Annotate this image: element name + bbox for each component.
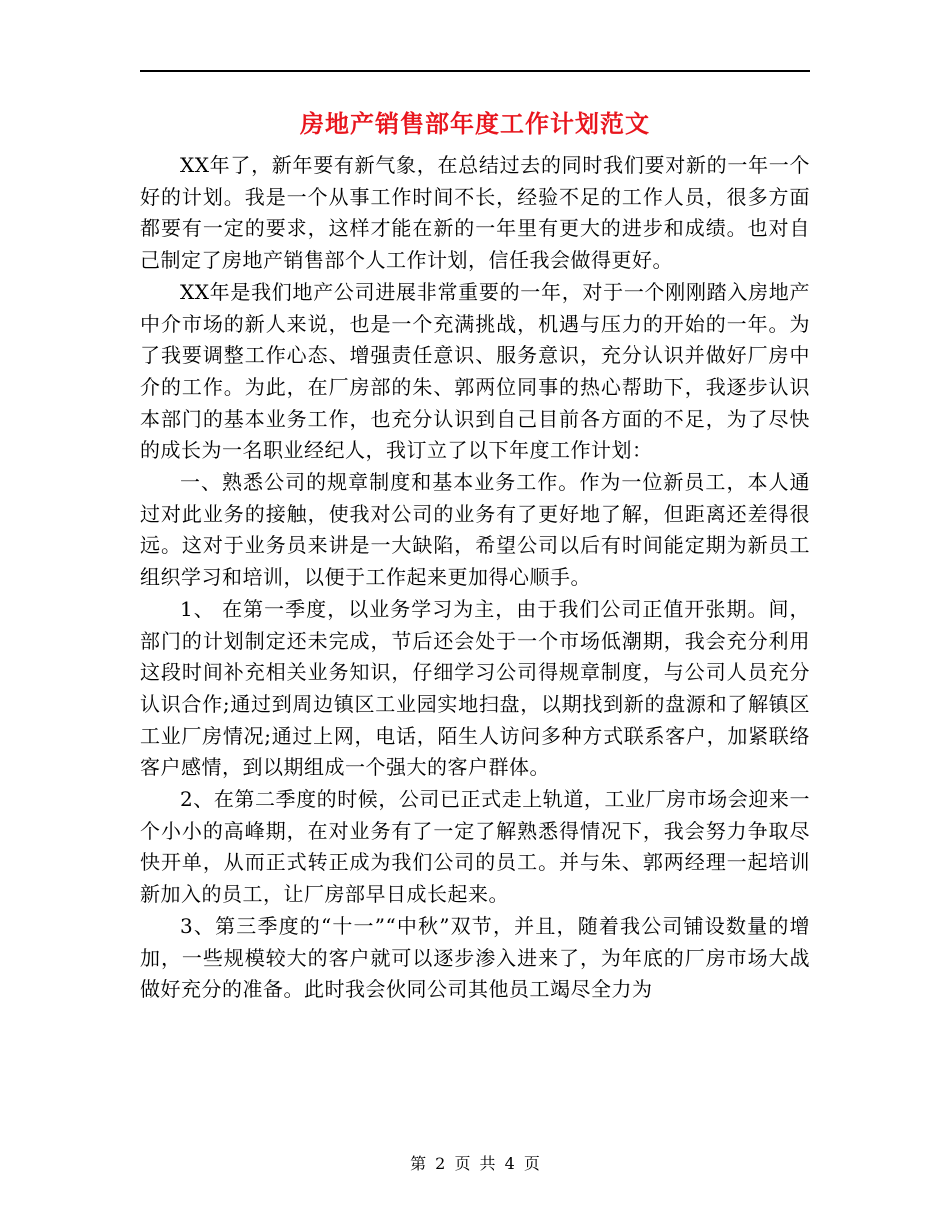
page-number: 第 2 页 共 4 页 (410, 1154, 540, 1173)
paragraph-year-overview: XX年是我们地产公司进展非常重要的一年，对于一个刚刚踏入房地产中介市场的新人来说，也是一个充满挑战，机遇与压力的开始的一年。为了我要调整工作心态、增强责任意识、服务意识，充分认识并做好厂房中介的工作。为此，在厂房部的朱、郭两位同事的热心帮助下，我逐步认识本部门的基本业务工作，也充分认识到自己目前各方面的不足，为了尽快的成长为一名职业经纪人，我订立了以下年度工作计划： (140, 279, 810, 463)
paragraph-section-one: 一、熟悉公司的规章制度和基本业务工作。作为一位新员工，本人通过对此业务的接触，使我对公司的业务有了更好地了解，但距离还差得很远。这对于业务员来讲是一大缺陷，希望公司以后有时间能定期为新员工组织学习和培训，以便于工作起来更加得心顺手。 (140, 470, 810, 590)
paragraph-q2-plan: 2、在第二季度的时候，公司已正式走上轨道，工业厂房市场会迎来一个小小的高峰期，在对业务有了一定了解熟悉得情况下，我会努力争取尽快开单，从而正式转正成为我们公司的员工。并与朱、郭两经理一起培训新加入的员工，让厂房部早日成长起来。 (140, 787, 810, 907)
document-title: 房地产销售部年度工作计划范文 (300, 109, 650, 138)
paragraph-q3-plan: 3、第三季度的“十一”“中秋”双节，并且，随着我公司铺设数量的增加，一些规模较大的客户就可以逐步渗入进来了，为年底的厂房市场大战做好充分的准备。此时我会伙同公司其他员工竭尽全力为 (140, 913, 810, 1002)
document-body (140, 150, 810, 1006)
header-rule (140, 70, 810, 72)
paragraph-intro: XX年了，新年要有新气象，在总结过去的同时我们要对新的一年一个好的计划。我是一个从事工作时间不长，经验不足的工作人员，很多方面都要有一定的要求，这样才能在新的一年里有更大的进步和成绩。也对自己制定了房地产销售部个人工作计划，信任我会做得更好。 (140, 153, 810, 273)
paragraph-q1-plan: 1、 在第一季度，以业务学习为主，由于我们公司正值开张期。间，部门的计划制定还未完成，节后还会处于一个市场低潮期，我会充分利用这段时间补充相关业务知识，仔细学习公司得规章制度，与公司人员充分认识合作;通过到周边镇区工业园实地扫盘，以期找到新的盘源和了解镇区工业厂房情况;通过上网，电话，陌生人访问多种方式联系客户，加紧联络客户感情，到以期组成一个强大的客户群体。 (140, 596, 810, 780)
